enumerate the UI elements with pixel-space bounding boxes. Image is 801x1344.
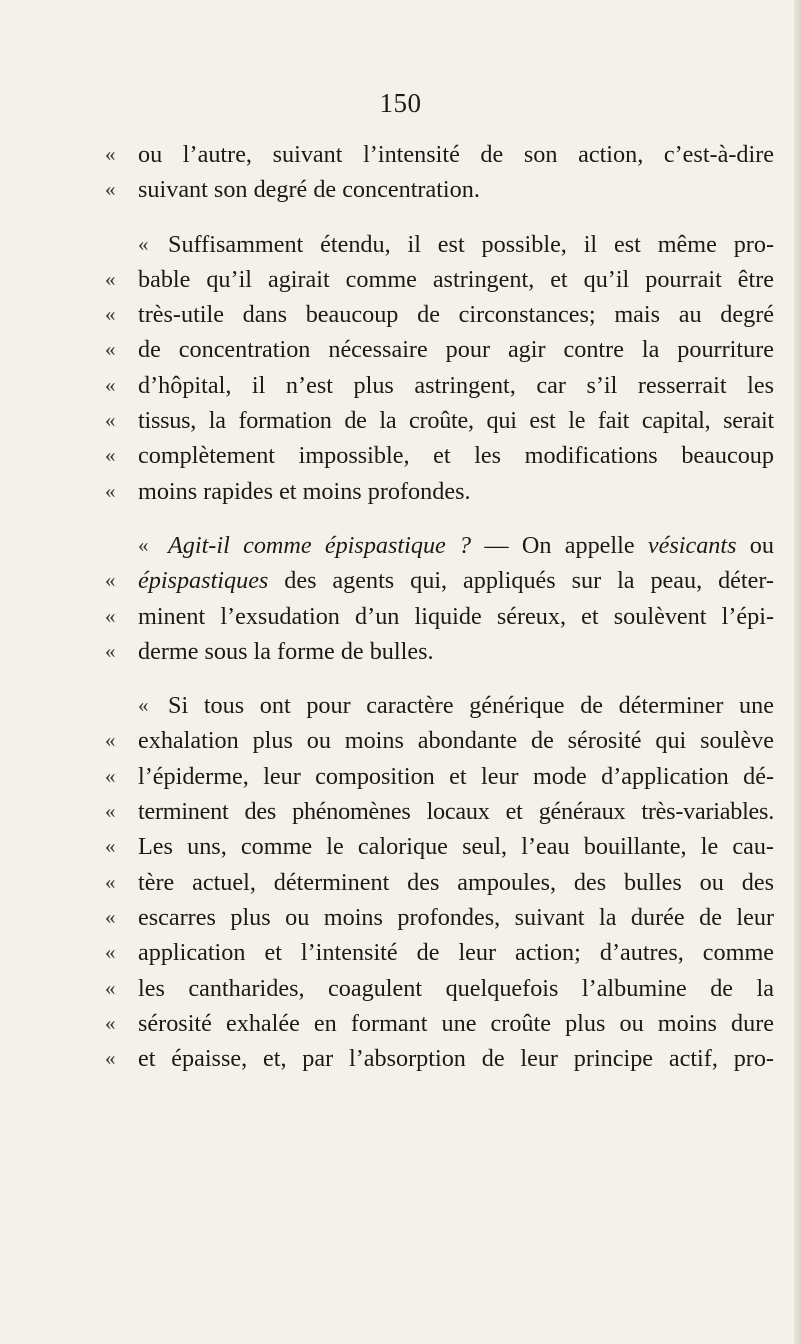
quote-mark: « — [105, 975, 116, 1000]
text-line: « derme sous la forme de bulles. — [138, 634, 774, 669]
text-line: « de concentration nécessaire pour agir contre la pourriture — [138, 332, 774, 367]
text-line: « Si tous ont pour caractère générique de déterminer une — [138, 688, 774, 723]
text-line: « moins rapides et moins profondes. — [138, 474, 774, 509]
text-line: « suivant son degré de concentration. — [138, 172, 774, 207]
body-text — [105, 137, 774, 1076]
text-line: « très-utile dans beaucoup de circonstances; mais au degré — [138, 297, 774, 332]
text-line: « complètement impossible, et les modifications beaucoup — [138, 438, 774, 473]
quote-mark: « — [105, 1046, 116, 1071]
italic-term: épispastiques — [138, 567, 269, 595]
quote-mark: « — [105, 372, 116, 397]
quote-mark: « — [105, 603, 116, 628]
italic-phrase: Agit-il comme épispastique ? — [168, 531, 472, 559]
quote-mark: « — [105, 478, 116, 503]
quote-mark: « — [138, 532, 149, 557]
quote-mark: « — [105, 728, 116, 753]
text-line: « tère actuel, déterminent des ampoules, des bulles ou des — [138, 865, 774, 900]
text-line: « d’hôpital, il n’est plus astringent, car s’il resserrait les — [138, 368, 774, 403]
text-line: « Suffisamment étendu, il est possible, il est même pro- — [138, 227, 774, 262]
italic-term: vésicants — [647, 531, 737, 559]
quote-mark: « — [105, 904, 116, 929]
text-line: « terminent des phénomènes locaux et généraux très-variables. — [138, 794, 774, 829]
text-line: « escarres plus ou moins profondes, suivant la durée de leur — [138, 900, 774, 935]
quote-mark: « — [105, 408, 116, 433]
text-line: « application et l’intensité de leur action; d’autres, comme — [138, 935, 774, 970]
text-line: « Les uns, comme le calorique seul, l’eau bouillante, le cau- — [138, 829, 774, 864]
text-line: « exhalation plus ou moins abondante de sérosité qui soulève — [138, 723, 774, 758]
quote-mark: « — [138, 693, 149, 718]
page-number: 150 — [379, 88, 422, 118]
text-line: « l’épiderme, leur composition et leur mode d’application dé- — [138, 759, 774, 794]
text-line: « bable qu’il agirait comme astringent, et qu’il pourrait être — [138, 262, 774, 297]
quote-mark: « — [105, 177, 116, 202]
text-line: « et épaisse, et, par l’absorption de leur principe actif, pro- — [138, 1041, 774, 1076]
quote-mark: « — [105, 763, 116, 788]
quote-mark: « — [105, 568, 116, 593]
quote-mark: « — [105, 302, 116, 327]
text-line: « Agit-il comme épispastique ? — On appelle vésicants ou — [138, 528, 774, 563]
text-line: « sérosité exhalée en formant une croûte plus ou moins dure — [138, 1006, 774, 1041]
quote-mark: « — [105, 834, 116, 859]
quote-mark: « — [105, 940, 116, 965]
paragraph-gap — [138, 208, 774, 227]
quote-mark: « — [105, 1010, 116, 1035]
quote-mark: « — [105, 443, 116, 468]
quote-mark: « — [105, 266, 116, 291]
text-line: « tissus, la formation de la croûte, qui est le fait capital, serait — [138, 403, 774, 438]
paragraph-gap — [138, 509, 774, 528]
quote-mark: « — [105, 869, 116, 894]
quote-mark: « — [105, 142, 116, 166]
quote-mark: « — [105, 638, 116, 663]
text-line: « minent l’exsudation d’un liquide séreux, et soulèvent l’épi- — [138, 599, 774, 634]
quote-mark: « — [105, 337, 116, 362]
quote-mark: « — [105, 799, 116, 824]
paragraph-gap — [138, 669, 774, 688]
text-line: « les cantharides, coagulent quelquefois l’albumine de la — [138, 971, 774, 1006]
text-line: « ou l’autre, suivant l’intensité de son action, c’est-à-dire — [138, 137, 774, 172]
quote-mark: « — [138, 231, 149, 256]
page-edge — [794, 0, 801, 1344]
text-line: « épispastiques des agents qui, appliqués sur la peau, déter- — [138, 563, 774, 598]
